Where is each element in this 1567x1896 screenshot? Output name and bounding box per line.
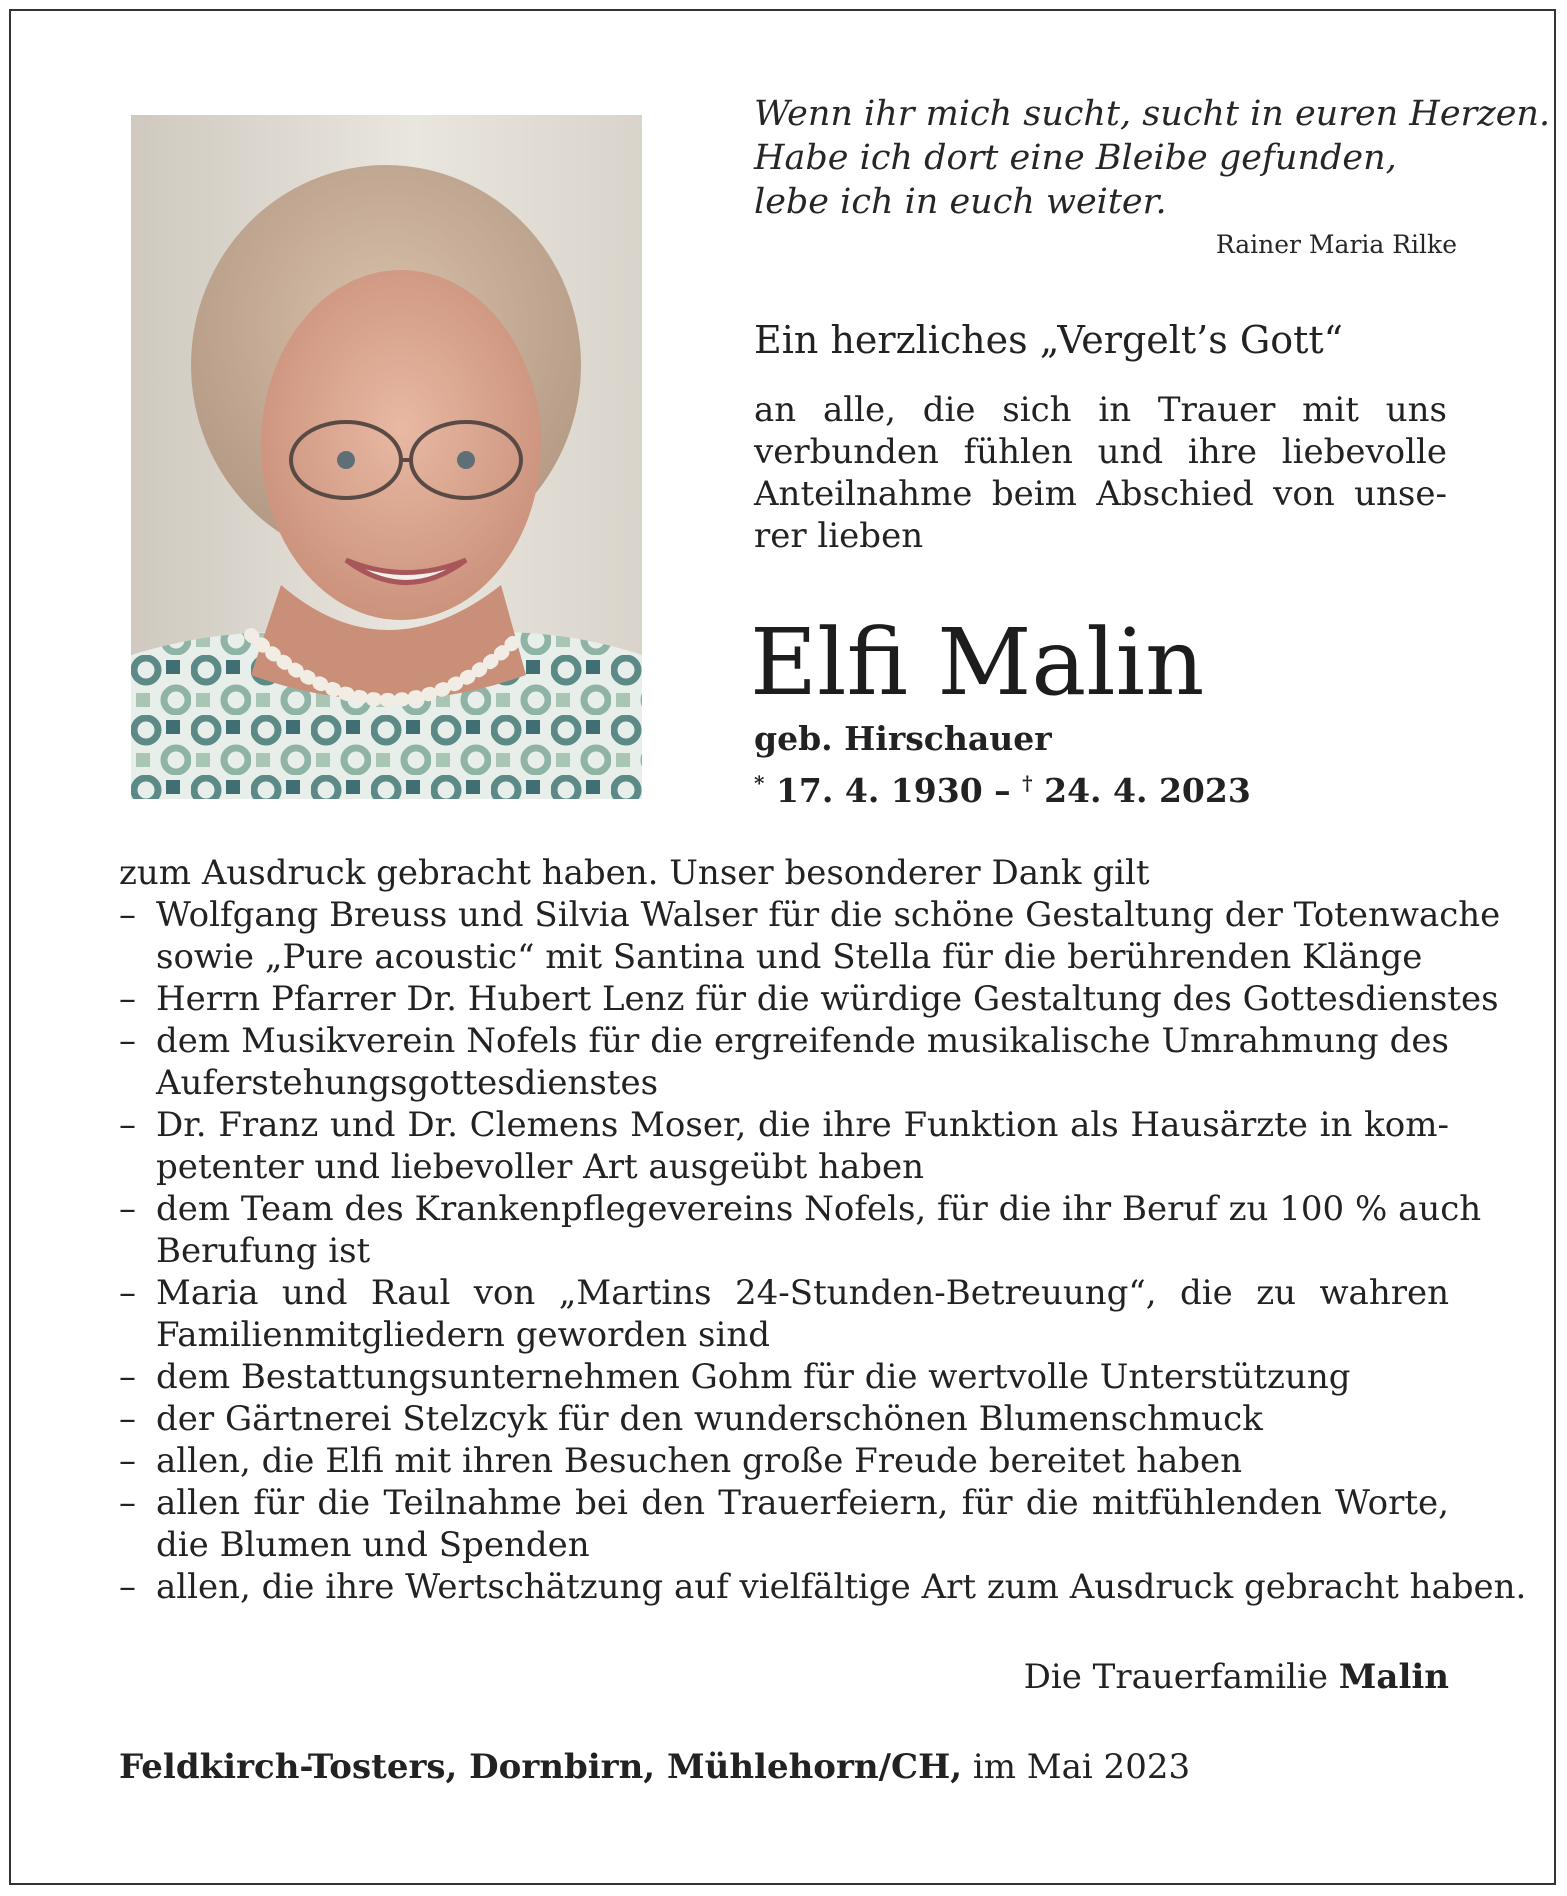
list-item-line: Wolfgang Breuss und Silvia Walser für die schöne Gestaltung der Totenwache — [156, 895, 1501, 935]
birth-symbol: * — [754, 771, 765, 795]
list-dash: – — [119, 1189, 136, 1229]
thanks-heading: Ein herzliches „Vergelt’s Gott“ — [754, 318, 1344, 362]
list-item-line: dem Musikverein Nofels für die ergreifende musikalische Umrahmung des — [156, 1021, 1449, 1061]
signature-prefix: Die Trauerfamilie — [1023, 1657, 1339, 1697]
list-item-line: Familienmitgliedern geworden sind — [156, 1315, 770, 1355]
list-item-line: Herrn Pfarrer Dr. Hubert Lenz für die würdige Gestaltung des Gottesdienstes — [156, 979, 1499, 1019]
list-dash: – — [119, 1483, 136, 1523]
list-dash: – — [119, 1273, 136, 1313]
places: Feldkirch-Tosters, Dornbirn, Mühlehorn/CH, — [119, 1747, 963, 1787]
list-item-line: petenter und liebevoller Art ausgeübt haben — [156, 1147, 925, 1187]
list-item — [119, 1356, 1449, 1398]
list-item-line: sowie „Pure acoustic“ mit Santina und Stella für die berührenden Klänge — [156, 937, 1423, 977]
list-item-line: Dr. Franz und Dr. Clemens Moser, die ihre Funktion als Hausärzte in kom- — [156, 1105, 1449, 1145]
list-item-line: Maria und Raul von „Martins 24-Stunden-Betreuung“, die zu wahren — [156, 1273, 1449, 1313]
list-dash: – — [119, 895, 136, 935]
list-dash: – — [119, 979, 136, 1019]
list-item-line: dem Team des Krankenpflegevereins Nofels, für die ihr Beruf zu 100 % auch — [156, 1189, 1482, 1229]
list-item — [119, 1482, 1449, 1566]
intro-line: verbunden fühlen und ihre liebevolle — [754, 432, 1447, 472]
deceased-name: Elfi Malin — [750, 609, 1205, 716]
list-dash: – — [119, 1357, 136, 1397]
thanks-lead: zum Ausdruck gebracht haben. Unser besonderer Dank gilt — [119, 853, 1150, 893]
quote-line: lebe ich in euch weiter. — [754, 182, 1167, 222]
list-dash: – — [119, 1441, 136, 1481]
death-date: 24. 4. 2023 — [1044, 771, 1251, 810]
list-item — [119, 1104, 1449, 1188]
family-name: Malin — [1338, 1657, 1449, 1697]
thanks-list — [119, 894, 1527, 1608]
list-item-line: allen, die ihre Wertschätzung auf vielfältige Art zum Ausdruck gebracht haben. — [156, 1567, 1527, 1607]
list-item-line: allen, die Elfi mit ihren Besuchen große Freude bereitet haben — [156, 1441, 1243, 1481]
list-item-line: allen für die Teilnahme bei den Trauerfeiern, für die mitfühlenden Worte, — [156, 1483, 1449, 1523]
quote-author: Rainer Maria Rilke — [1215, 230, 1457, 259]
list-dash: – — [119, 1567, 136, 1607]
list-item-line: die Blumen und Spenden — [156, 1525, 590, 1565]
intro-line: rer lieben — [754, 516, 924, 556]
list-item — [119, 1398, 1449, 1440]
list-dash: – — [119, 1399, 136, 1439]
list-item-line: Berufung ist — [156, 1231, 371, 1271]
signature — [1024, 1656, 1449, 1698]
birth-date: 17. 4. 1930 — [775, 771, 983, 810]
list-item — [119, 1188, 1482, 1272]
intro-line: an alle, die sich in Trauer mit uns — [754, 390, 1447, 430]
date: im Mai 2023 — [962, 1747, 1191, 1787]
quote-line: Wenn ihr mich sucht, sucht in euren Herzen. — [754, 94, 1551, 134]
list-item — [119, 1020, 1449, 1104]
list-item-line: der Gärtnerei Stelzcyk für den wunderschönen Blumenschmuck — [156, 1399, 1263, 1439]
death-symbol: † — [1022, 771, 1033, 795]
birth-name: geb. Hirschauer — [754, 719, 1052, 758]
list-item-line: Auferstehungsgottesdienstes — [156, 1063, 659, 1103]
portrait-icon — [131, 115, 642, 799]
list-item — [119, 894, 1501, 978]
list-item — [119, 1272, 1449, 1356]
list-item — [119, 1440, 1449, 1482]
list-item-line: dem Bestattungsunternehmen Gohm für die wertvolle Unterstützung — [156, 1357, 1351, 1397]
thanks-intro — [754, 389, 1447, 557]
intro-line: Anteilnahme beim Abschied von unse- — [754, 474, 1447, 514]
list-dash: – — [119, 1021, 136, 1061]
portrait-photo — [131, 115, 642, 799]
list-item — [119, 1566, 1527, 1608]
place-and-date — [119, 1746, 1190, 1788]
quote-line: Habe ich dort eine Bleibe gefunden, — [754, 138, 1397, 178]
list-item — [119, 978, 1499, 1020]
life-dates — [754, 762, 1251, 812]
date-separator: – — [982, 771, 1023, 810]
list-dash: – — [119, 1105, 136, 1145]
quote-block — [754, 92, 1551, 224]
